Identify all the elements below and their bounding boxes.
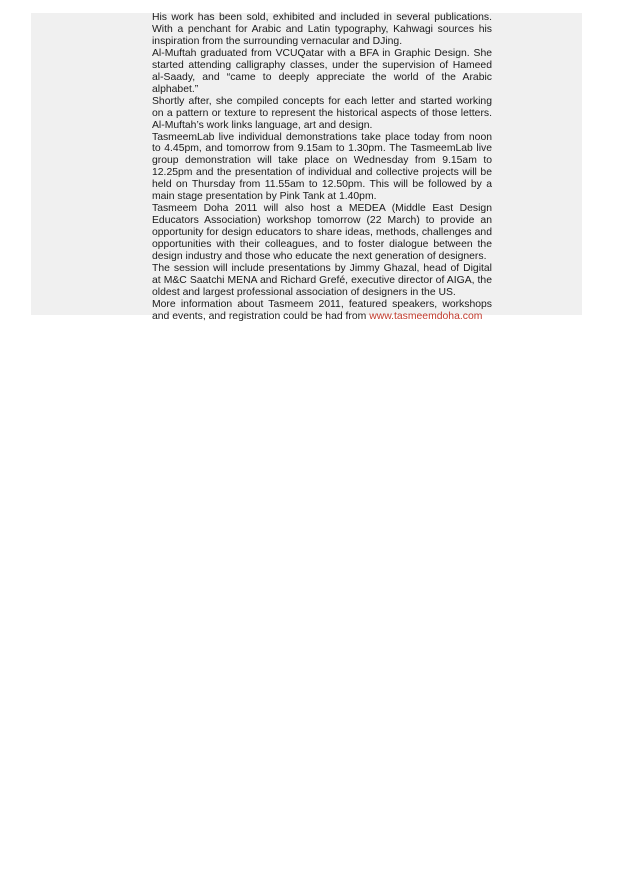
article-paragraph-session: The session will include presentations by Jimmy Ghazal, head of Digital at M&C Saatchi MENA and Richard Grefé, executive director of AIGA, the oldest and largest professional association of designers in the US. (152, 263, 492, 298)
article-paragraph-concepts: Shortly after, she compiled concepts for each letter and started working on a pattern or texture to represent the historical aspects of those letters. Al-Muftah’s work links language, art and design. (152, 95, 492, 131)
article-body (152, 12, 492, 323)
article-paragraph-kahwagi: His work has been sold, exhibited and included in several publications. With a penchant for Arabic and Latin typography, Kahwagi sources his inspiration from the surrounding vernacular and DJing. (152, 12, 492, 47)
tasmeemdoha-link[interactable]: www.tasmeemdoha.com (369, 310, 483, 322)
article-paragraph-al-muftah: Al-Muftah graduated from VCUQatar with a BFA in Graphic Design. She started attending calligraphy classes, under the supervision of Hameed al-Saady, and “came to deeply appreciate the world of the Arabic alphabet.” (152, 47, 492, 95)
article-paragraph-medea: Tasmeem Doha 2011 will also host a MEDEA (Middle East Design Educators Association) workshop tomorrow (22 March) to provide an opportunity for design educators to share ideas, methods, challenges and opportunities with their colleagues, and to foster dialogue between the design industry and those who educate the next generation of designers. (152, 203, 492, 263)
more-info-text: More information about Tasmeem 2011, featured speakers, workshops and events, and registration could be had from (152, 298, 492, 322)
article-paragraph-tasmeemlab: TasmeemLab live individual demonstrations take place today from noon to 4.45pm, and tomorrow from 9.15am to 1.30pm. The TasmeemLab live group demonstration will take place on Wednesday from 9.15am to 12.25pm and the presentation of individual and collective projects will be held on Thursday from 11.55am to 12.50pm. This will be followed by a main stage presentation by Pink Tank at 1.40pm. (152, 131, 492, 203)
article-paragraph-more-info (152, 299, 492, 323)
